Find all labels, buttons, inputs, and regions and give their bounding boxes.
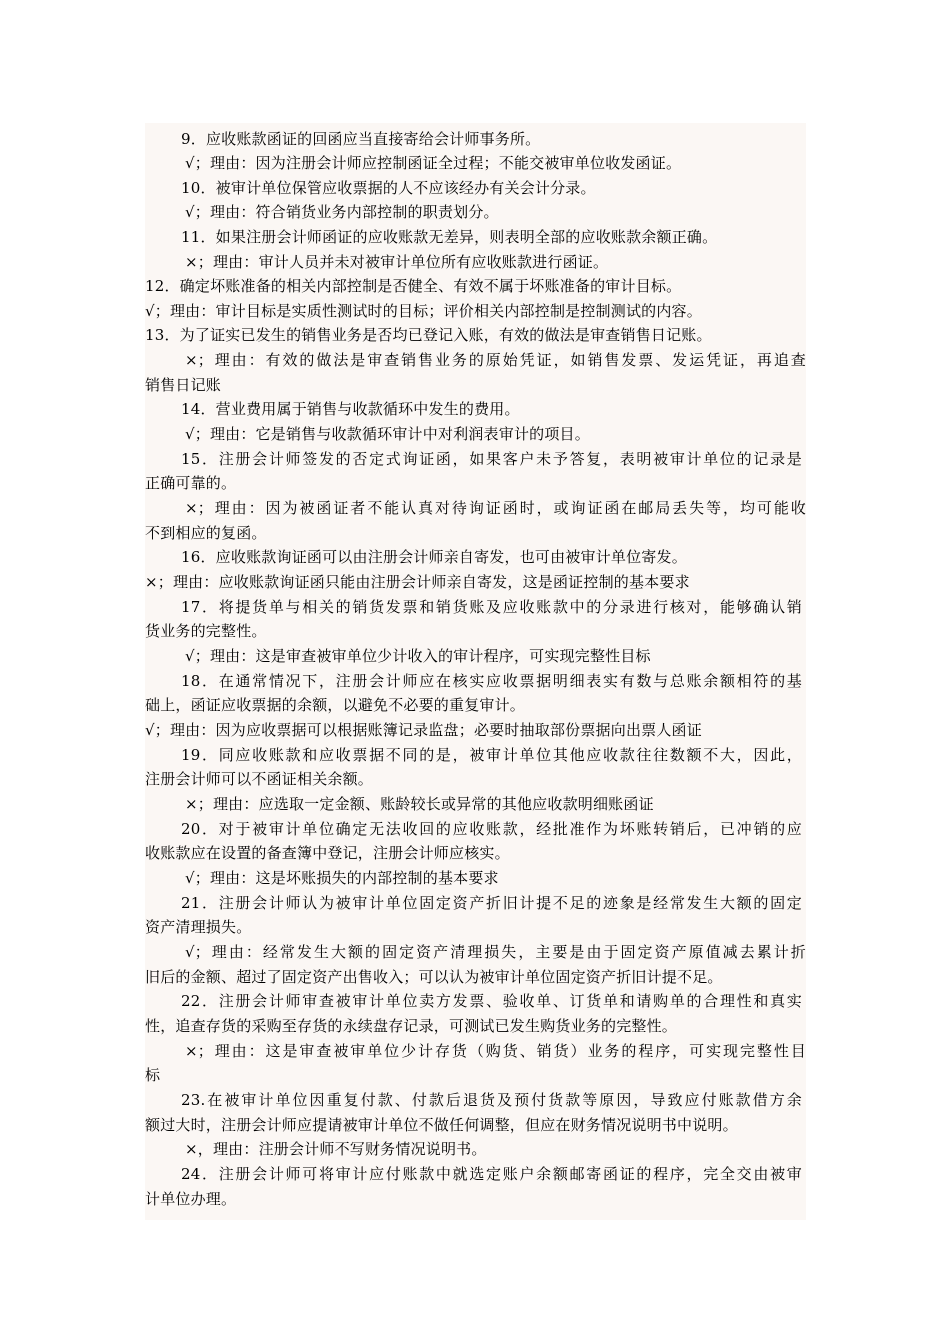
question-15-line-1: 15．注册会计师签发的否定式询证函，如果客户未予答复，表明被审计单位的记录是 — [181, 450, 802, 468]
document-body — [145, 123, 806, 1220]
answer-22-line-1: ×；理由：这是审查被审单位少计存货（购货、销货）业务的程序，可实现完整性目 — [185, 1042, 806, 1060]
answer-13-line-1: ×；理由：有效的做法是审查销售业务的原始凭证，如销售发票、发运凭证，再追查 — [185, 351, 806, 369]
question-20-line-2: 收账款应在设置的备查簿中登记，注册会计师应核实。 — [145, 844, 510, 862]
question-21-line-2: 资产清理损失。 — [145, 918, 252, 936]
answer-12: √；理由：审计目标是实质性测试时的目标；评价相关内部控制是控制测试的内容。 — [145, 302, 702, 320]
answer-10: √；理由：符合销货业务内部控制的职责划分。 — [185, 203, 499, 221]
answer-14: √；理由：它是销售与收款循环审计中对利润表审计的项目。 — [185, 425, 590, 443]
question-22-line-1: 22．注册会计师审查被审计单位卖方发票、验收单、订货单和请购单的合理性和真实 — [181, 992, 802, 1010]
question-11: 11．如果注册会计师函证的应收账款无差异，则表明全部的应收账款余额正确。 — [181, 228, 718, 246]
answer-9: √；理由：因为注册会计师应控制函证全过程；不能交被审单位收发函证。 — [185, 154, 682, 172]
answer-15-line-2: 不到相应的复函。 — [145, 524, 267, 542]
question-16: 16．应收账款询证函可以由注册会计师亲自寄发，也可由被审计单位寄发。 — [181, 548, 687, 566]
question-17-line-2: 货业务的完整性。 — [145, 622, 267, 640]
answer-19: ×；理由：应选取一定金额、账龄较长或异常的其他应收款明细账函证 — [185, 795, 654, 813]
question-14: 14．营业费用属于销售与收款循环中发生的费用。 — [181, 400, 520, 418]
answer-21-line-1: √；理由：经常发生大额的固定资产清理损失，主要是由于固定资产原值减去累计折 — [185, 943, 806, 961]
answer-15-line-1: ×；理由：因为被函证者不能认真对待询证函时，或询证函在邮局丢失等，均可能收 — [185, 499, 806, 517]
question-20-line-1: 20．对于被审计单位确定无法收回的应收账款，经批准作为坏账转销后，已冲销的应 — [181, 820, 802, 838]
question-17-line-1: 17．将提货单与相关的销货发票和销货账及应收账款中的分录进行核对，能够确认销 — [181, 598, 802, 616]
answer-18: √；理由：因为应收票据可以根据账簿记录监盘；必要时抽取部份票据向出票人函证 — [145, 721, 702, 739]
answer-21-line-2: 旧后的金额、超过了固定资产出售收入；可以认为被审计单位固定资产折旧计提不足。 — [145, 968, 723, 986]
question-13: 13．为了证实已发生的销售业务是否均已登记入账，有效的做法是审查销售日记账。 — [145, 326, 712, 344]
answer-11: ×；理由：审计人员并未对被审计单位所有应收账款进行函证。 — [185, 253, 609, 271]
question-9: 9．应收账款函证的回函应当直接寄给会计师事务所。 — [181, 130, 541, 148]
question-24-line-1: 24．注册会计师可将审计应付账款中就选定账户余额邮寄函证的程序，完全交由被审 — [181, 1165, 802, 1183]
answer-22-line-2: 标 — [145, 1066, 161, 1084]
answer-17: √；理由：这是审查被审单位少计收入的审计程序，可实现完整性目标 — [185, 647, 651, 665]
question-22-line-2: 性，追查存货的采购至存货的永续盘存记录，可测试已发生购货业务的完整性。 — [145, 1017, 678, 1035]
question-23-line-2: 额过大时，注册会计师应提请被审计单位不做任何调整，但应在财务情况说明书中说明。 — [145, 1116, 738, 1134]
answer-13-line-2: 销售日记账 — [145, 376, 222, 394]
question-15-line-2: 正确可靠的。 — [145, 474, 237, 492]
answer-16: ×；理由：应收账款询证函只能由注册会计师亲自寄发，这是函证控制的基本要求 — [145, 573, 690, 591]
question-19-line-2: 注册会计师可以不函证相关余额。 — [145, 770, 374, 788]
question-21-line-1: 21．注册会计师认为被审计单位固定资产折旧计提不足的迹象是经常发生大额的固定 — [181, 894, 802, 912]
question-19-line-1: 19．同应收账款和应收票据不同的是，被审计单位其他应收款往往数额不大，因此， — [181, 746, 802, 764]
question-18-line-1: 18．在通常情况下，注册会计师应在核实应收票据明细表实有数与总账余额相符的基 — [181, 672, 802, 690]
answer-23: ×，理由：注册会计师不写财务情况说明书。 — [185, 1140, 487, 1158]
question-23-line-1: 23.在被审计单位因重复付款、付款后退货及预付货款等原因，导致应付账款借方余 — [181, 1091, 802, 1109]
question-24-line-2: 计单位办理。 — [145, 1190, 237, 1208]
question-12: 12．确定坏账准备的相关内部控制是否健全、有效不属于坏账准备的审计目标。 — [145, 277, 682, 295]
question-10: 10．被审计单位保管应收票据的人不应该经办有关会计分录。 — [181, 179, 596, 197]
answer-20: √；理由：这是坏账损失的内部控制的基本要求 — [185, 869, 499, 887]
question-18-line-2: 础上，函证应收票据的余额，以避免不必要的重复审计。 — [145, 696, 526, 714]
